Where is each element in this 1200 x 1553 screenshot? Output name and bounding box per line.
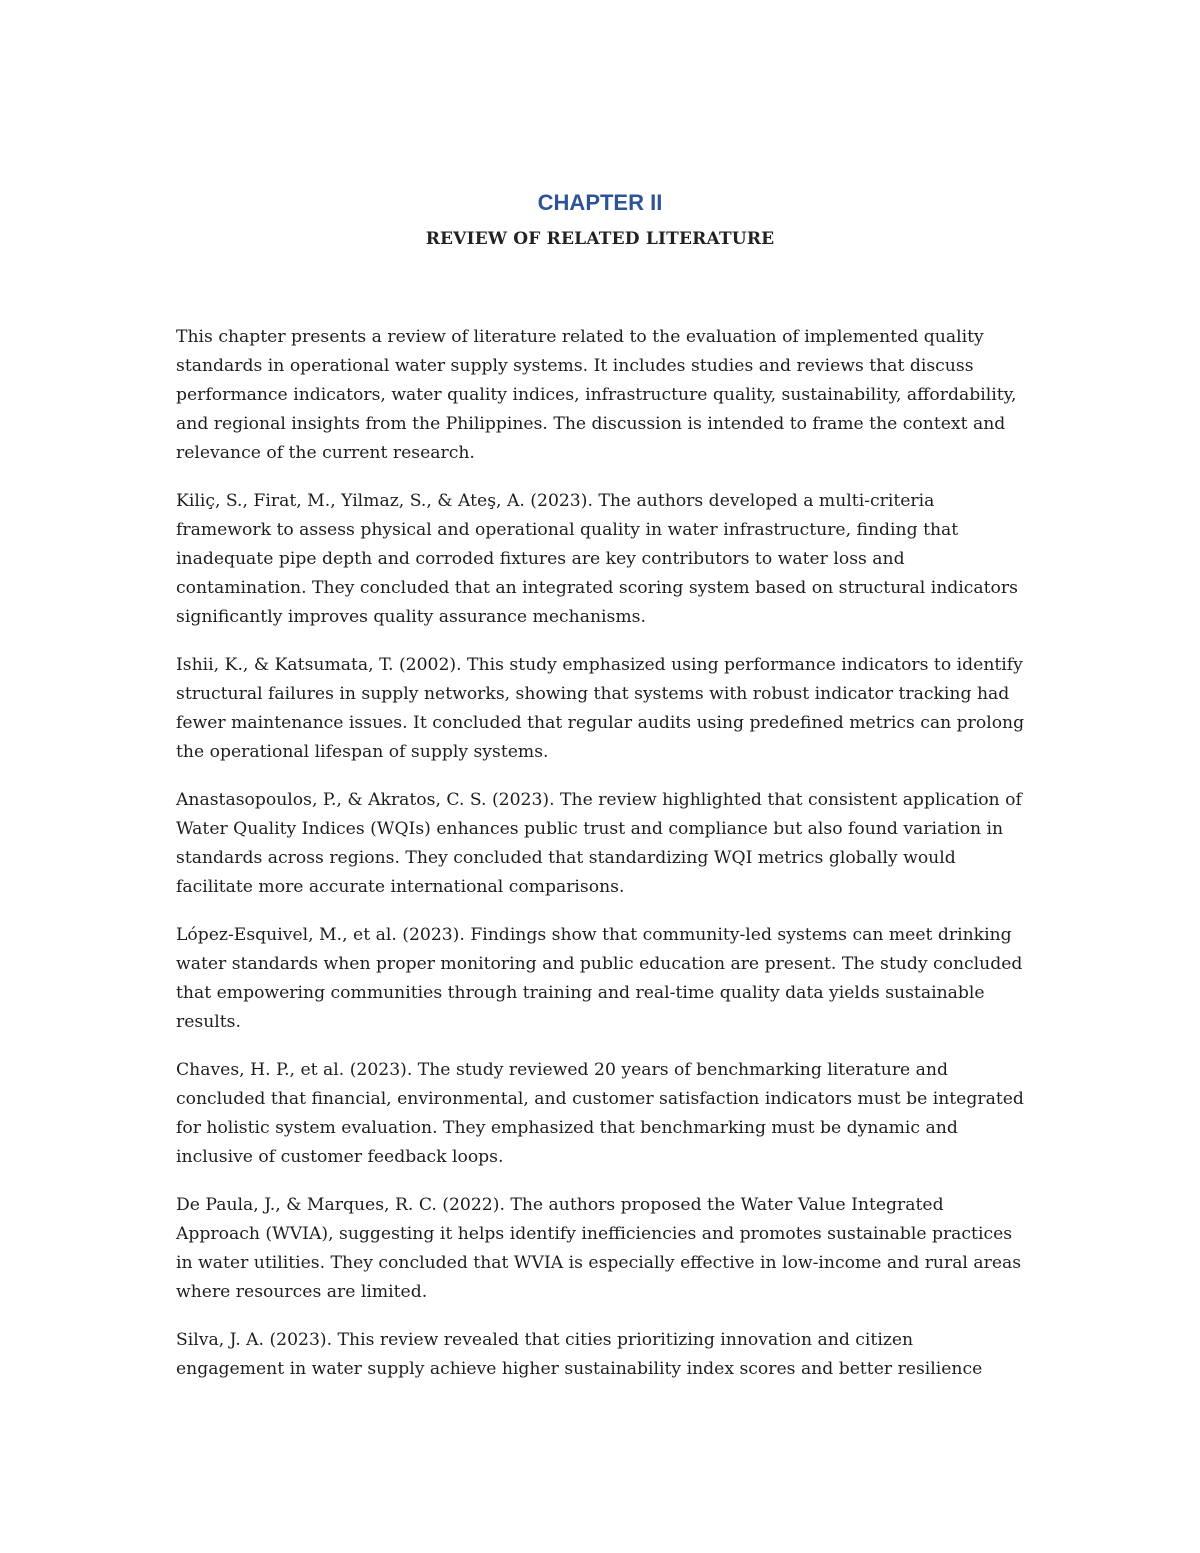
chapter-subtitle: REVIEW OF RELATED LITERATURE (425, 229, 775, 249)
review-paragraph-chaves: Chaves, H. P., et al. (2023). The study reviewed 20 years of benchmarking literature and concluded that financial, environmental, and customer satisfaction indicators must be integrated for holistic system evaluation. They emphasized that benchmarking must be dynamic and inclusive of customer feedback loops. (176, 1060, 1024, 1167)
chapter-title: CHAPTER II (537, 190, 663, 215)
intro-paragraph: This chapter presents a review of literature related to the evaluation of implemented quality standards in operational water supply systems. It includes studies and reviews that discuss performance indicators, water quality indices, infrastructure quality, sustainability, affordability, and regional insights from the Philippines. The discussion is intended to frame the context and relevance of the current research. (176, 327, 1017, 463)
review-paragraph-de-paula: De Paula, J., & Marques, R. C. (2022). The authors proposed the Water Value Integrated Approach (WVIA), suggesting it helps identify inefficiencies and promotes sustainable practices in water utilities. They concluded that WVIA is especially effective in low-income and rural areas where resources are limited. (176, 1195, 1022, 1302)
review-paragraph-kilic: Kiliç, S., Firat, M., Yilmaz, S., & Ateş, A. (2023). The authors developed a multi-criteria framework to assess physical and operational quality in water infrastructure, finding that inadequate pipe depth and corroded fixtures are key contributors to water loss and contamination. They concluded that an integrated scoring system based on structural indicators significantly improves quality assurance mechanisms. (176, 491, 1018, 627)
review-paragraph-ishii: Ishii, K., & Katsumata, T. (2002). This study emphasized using performance indicators to identify structural failures in supply networks, showing that systems with robust indicator tracking had fewer maintenance issues. It concluded that regular audits using predefined metrics can prolong the operational lifespan of supply systems. (176, 655, 1025, 762)
review-paragraph-silva: Silva, J. A. (2023). This review revealed that cities prioritizing innovation and citizen engagement in water supply achieve higher sustainability index scores and better resilience (176, 1330, 983, 1379)
review-paragraph-lopez-esquivel: López-Esquivel, M., et al. (2023). Findings show that community-led systems can meet drinking water standards when proper monitoring and public education are present. The study concluded that empowering communities through training and real-time quality data yields sustainable results. (176, 925, 1023, 1032)
body-text (176, 323, 1026, 1403)
review-paragraph-anastasopoulos: Anastasopoulos, P., & Akratos, C. S. (2023). The review highlighted that consistent application of Water Quality Indices (WQIs) enhances public trust and compliance but also found variation in standards across regions. They concluded that standardizing WQI metrics globally would facilitate more accurate international comparisons. (176, 790, 1022, 897)
